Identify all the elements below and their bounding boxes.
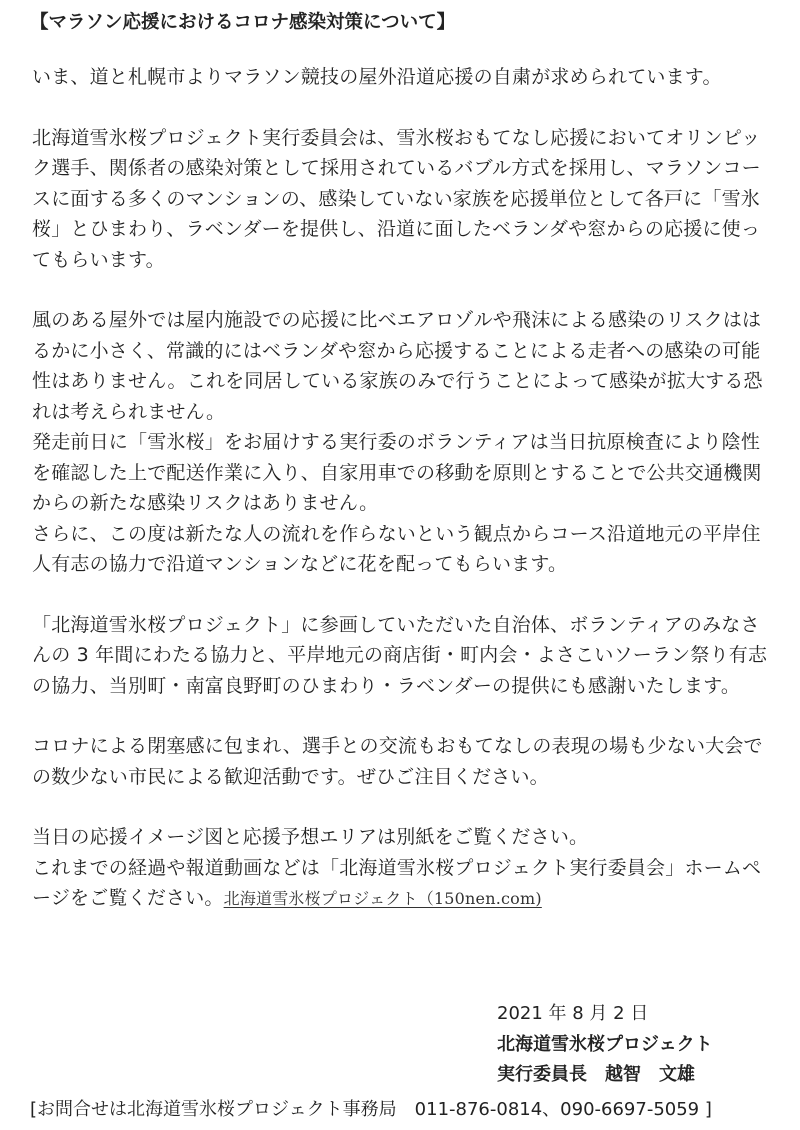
paragraph-request: いま、道と札幌市よりマラソン競技の屋外沿道応援の自粛が求められています。 bbox=[32, 66, 722, 88]
homepage-note-text: これまでの経過や報道動画などは「北海道雪氷桜プロジェクト実行委員会」ホームページをご覧ください。 bbox=[32, 856, 762, 909]
document-title: 【マラソン応援におけるコロナ感染対策について】 bbox=[30, 12, 456, 33]
signature-date: 2021 年 8 月 2 日 bbox=[497, 1003, 649, 1024]
paragraph-volunteer-testing: 発走前日に「雪氷桜」をお届けする実行委のボランティアは当日抗原検査により陰性を確認した上で配送作業に入り、自家用車での移動を原則とすることで公共交通機関からの新たな感染リスクはありません。 bbox=[32, 431, 762, 514]
paragraph-infection-risk: 風のある屋外では屋内施設での応援に比べエアロゾルや飛沫による感染のリスクははるかに小さく、常識的にはベランダや窓から応援することによる走者への感染の可能性はありません。これを同居している家族のみで行うことによって感染が拡大する恐れは考えられません。 bbox=[32, 309, 763, 423]
paragraph-welcome-activity: コロナによる閉塞感に包まれ、選手との交流もおもてなしの表現の場も少ない大会での数少ない市民による歓迎活動です。ぜひご注目ください。 bbox=[32, 735, 763, 788]
paragraph-local-residents: さらに、この度は新たな人の流れを作らないという観点からコース沿道地元の平岸住人有志の協力で沿道マンションなどに花を配ってもらいます。 bbox=[32, 522, 761, 575]
paragraph-bubble-method: 北海道雪氷桜プロジェクト実行委員会は、雪氷桜おもてなし応援においてオリンピック選手、関係者の感染対策として採用されているバブル方式を採用し、マラソンコースに面する多くのマンションの、感染していない家族を応援単位として各戸に「雪氷桜」とひまわり、ラベンダーを提供し、沿道に面したベランダや窓からの応援に使ってもらいます。 bbox=[32, 126, 761, 271]
signature-organization: 北海道雪氷桜プロジェクト bbox=[497, 1033, 713, 1055]
document-body bbox=[32, 8, 778, 915]
homepage-link[interactable]: 北海道雪氷桜プロジェクト（150nen.com) bbox=[223, 889, 542, 908]
signature-person: 実行委員長 越智 文雄 bbox=[497, 1064, 695, 1085]
paragraph-acknowledgements: 「北海道雪氷桜プロジェクト」に参画していただいた自治体、ボランティアのみなさんの 3 年間にわたる協力と、平岸地元の商店街・町内会・よさこいソーラン祭り有志の協力、当別町・南富良野町のひまわり・ラベンダーの提供にも感謝いたします。 bbox=[32, 613, 768, 697]
signature-block bbox=[497, 999, 713, 1091]
paragraph-homepage-note bbox=[32, 853, 778, 915]
contact-info: [お問合せは北海道雪氷桜プロジェクト事務局 011-876-0814、090-6697-5059 ] bbox=[30, 1099, 712, 1120]
paragraph-attachment-note: 当日の応援イメージ図と応援予想エリアは別紙をご覧ください。 bbox=[32, 826, 589, 848]
